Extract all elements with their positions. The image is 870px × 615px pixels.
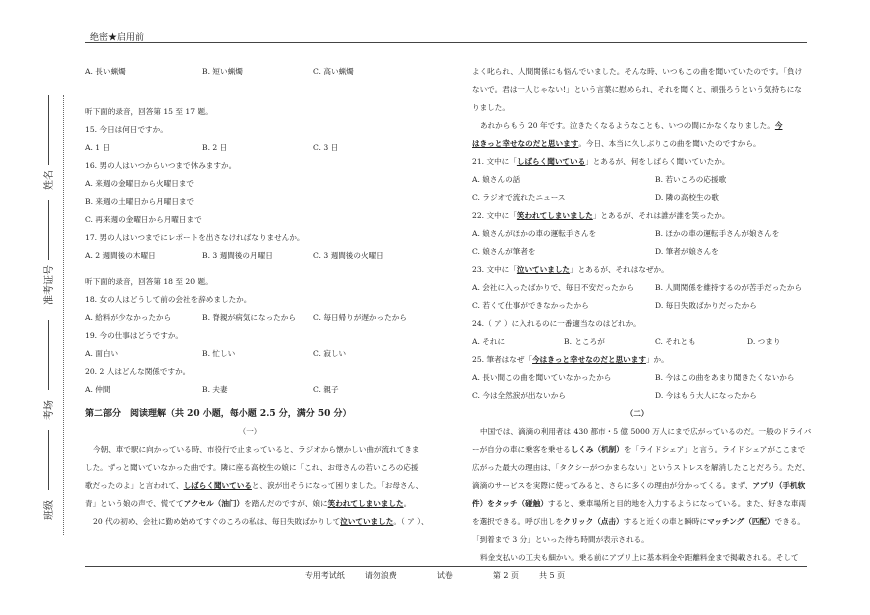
option: B. 2 日	[202, 143, 228, 152]
underlined-phrase: 笑われてしまいました	[327, 499, 404, 508]
option: B. 脊親が病気になったから	[202, 313, 296, 322]
bold-term: しくみ（机制）	[570, 445, 624, 454]
q18-options	[85, 309, 445, 327]
question-22: 22. 文中に「笑われてしまいました」とあるが、それは誰が誰を笑ったか。	[472, 211, 730, 220]
side-room-label: 考场	[44, 400, 55, 420]
option: B. 3 週間後の月曜日	[202, 251, 273, 260]
side-name-label: 姓名	[44, 170, 55, 190]
question-16: 16. 男の人はいつからいつまで休みますか。	[85, 161, 237, 170]
option: D. 毎日失敗ばかりだったから	[655, 301, 757, 310]
class-line	[48, 430, 49, 490]
passage-line: 料金支払いの工夫も細かい。乗る前にアプリ上に基本料金や距離料金まで掲載される。そして	[480, 553, 799, 562]
option: B. 短い蝋燭	[202, 67, 243, 76]
option: B. 今はこの曲をあまり聞きたくないから	[655, 373, 795, 382]
option: C. 若くて仕事ができなかったから	[472, 301, 589, 310]
side-class-label: 班级	[44, 500, 55, 520]
passage-line: 件）をタッチ（碰触）すると、乗車場所と目的地を入力するようになっている。また、好きな車両	[472, 499, 807, 508]
option: B. 忙しい	[202, 349, 236, 358]
bold-term: をタッチ（碰触）	[487, 499, 548, 508]
underlined-phrase: 泣いていました	[340, 517, 394, 526]
page-total: 共 5 页	[539, 571, 566, 580]
passage-line: ーが自分の車に乗客を乗せるしくみ（机制）を「ライドシェア」と言う。ライドシェアがここまで	[472, 445, 806, 454]
option: C. 3 日	[313, 143, 339, 152]
q15-options	[85, 139, 445, 157]
q22-options-2	[472, 243, 812, 261]
q21-options-2	[472, 189, 812, 207]
passage-line: よく叱られ、人間関係にも悩んでいました。そんな時、いつもこの曲を聞いていたのです。「負け	[472, 67, 803, 76]
part-two-heading: 第二部分 阅读理解（共 20 小题，每小题 2.5 分，满分 50 分）	[85, 409, 352, 419]
option: C. 3 週間後の火曜日	[313, 251, 384, 260]
option: C. 毎日帰りが遅かったから	[313, 313, 407, 322]
passage-line: を選択できる。呼び出しをクリック（点击）すると近くの車と瞬時にマッチング（匹配）できる。	[472, 517, 805, 526]
underlined-phrase: 今	[774, 121, 783, 130]
passage-line: 中国では、滴滴の利用者は 430 都市・5 億 5000 万人にまで広がっているのだ。一般のドライバ	[480, 427, 812, 436]
q22-options-1	[472, 225, 812, 243]
underlined-phrase: はきっと幸せなのだと思います	[472, 139, 579, 148]
page-footer	[0, 570, 870, 581]
q23-options-2	[472, 297, 812, 315]
question-17: 17. 男の人はいつまでにレポートを出さなければなりませんか。	[85, 233, 305, 242]
page-number: 第 2 页	[492, 571, 519, 580]
question-19: 19. 今の仕事はどうですか。	[85, 331, 184, 340]
option: C. 高い蝋燭	[313, 67, 354, 76]
subsection-2: （二）	[625, 409, 649, 418]
passage-line: 今朝、車で駅に向かっている時、市役行で止まっていると、ラジオから懐かしい曲が流れてきま	[93, 445, 420, 454]
q14-options	[85, 63, 445, 81]
passage-line: りました。	[472, 103, 510, 112]
question-23: 23. 文中に「泣いていました」とあるが、それはなぜか。	[472, 265, 669, 274]
question-25: 25. 筆者はなぜ「今はきっと幸せなのだと思います」か。	[472, 355, 669, 364]
bold-term: クリック（点击）	[563, 517, 624, 526]
option: C. ラジオで流れたニュース	[472, 193, 566, 202]
option: C. 今は全然涙が出ないから	[472, 391, 566, 400]
passage-line: あれからもう 20 年です。泣きたくなるようなことも、いつの間にかなくなりました。今	[480, 121, 783, 130]
option: C. 娘さんが筆者を	[472, 247, 536, 256]
q25-options-1	[472, 369, 812, 387]
right-column	[472, 63, 812, 567]
option: A. 給料が少なかったから	[85, 313, 172, 322]
option: C. 再来週の金曜日から月曜日まで	[85, 215, 202, 224]
underlined-phrase: しばらく聞いている	[183, 481, 252, 490]
question-24: 24.（ ア ）に入れるのに一番適当なのはどれか。	[472, 319, 641, 328]
option: A. 2 週間後の木曜日	[85, 251, 156, 260]
question-15: 15. 今日は何日ですか。	[85, 125, 168, 134]
q19-options	[85, 345, 445, 363]
secret-label: 绝密★启用前	[90, 33, 145, 43]
footer-text: 请勿浪费	[364, 571, 397, 580]
option: A. 長い蝋燭	[85, 67, 126, 76]
room-line	[48, 320, 49, 390]
passage-line: はきっと幸せなのだと思います。今日、本当に久しぶりこの曲を聞いたのですから。	[472, 139, 761, 148]
instruction: 听下面的录音，回答第 18 至 20 题。	[85, 277, 213, 286]
option: C. 親子	[313, 385, 339, 394]
q17-options	[85, 247, 445, 265]
option: A. 会社に入ったばかりで、毎日不安だったから	[472, 283, 635, 292]
option: B. 夫妻	[202, 385, 228, 394]
option: D. つまり	[747, 337, 781, 346]
passage-line: 広がった最大の理由は、「タクシーがつかまらない」というストレスを解消したことだろう。ただ、	[472, 463, 810, 472]
passage-line: した。ずっと聞いていなかった曲です。隣に座る高校生の娘に「これ、お母さんの若いころの応援	[85, 463, 419, 472]
q23-options-1	[472, 279, 812, 297]
option: B. ほかの車の運転手さんが娘さんを	[655, 229, 780, 238]
option: B. 来週の土曜日から月曜日まで	[85, 197, 195, 206]
option: A. 娘さんの話	[472, 175, 521, 184]
option: D. 隣の高校生の歌	[655, 193, 719, 202]
binding-line	[63, 95, 64, 535]
option: A. それに	[472, 337, 506, 346]
q25-options-2	[472, 387, 812, 405]
q21-options-1	[472, 171, 812, 189]
option: C. 寂しい	[313, 349, 347, 358]
option: B. ところが	[564, 337, 605, 346]
option: A. 娘さんがほかの車の運転手さんを	[472, 229, 597, 238]
bold-term: アプリ（手机软	[752, 481, 806, 490]
left-column	[85, 63, 445, 531]
footer-text: 试卷	[436, 571, 453, 580]
name-line	[48, 95, 49, 165]
passage-line: 「到着まで 3 分」といった待ち時間が表示される。	[472, 535, 649, 544]
header-rule	[85, 42, 807, 43]
passage-line: 20 代の初め、会社に勤め始めてすぐのころの私は、毎日失敗ばかりして泣いていました。（ ア ）、	[93, 517, 429, 526]
option: D. 筆者が娘さんを	[655, 247, 719, 256]
option: D. 今はもう大人になったから	[655, 391, 757, 400]
option: A. 1 日	[85, 143, 111, 152]
bold-term: アクセル（油门）	[183, 499, 245, 508]
exam-no-line	[48, 200, 49, 260]
passage-line: ないで。君は一人じゃない!」という言葉に慰められ、それを聞くと、頑張ろうという気持ちにな	[472, 85, 802, 94]
option: C. それとも	[655, 337, 696, 346]
q24-options	[472, 333, 812, 351]
option: A. 面白い	[85, 349, 119, 358]
side-exam-no-label: 准考证号	[44, 265, 55, 305]
q20-options	[85, 381, 445, 399]
footer-text: 专用考试纸	[304, 571, 345, 580]
instruction: 听下面的录音，回答第 15 至 17 题。	[85, 107, 213, 116]
question-20: 20. 2 人はどんな関係ですか。	[85, 367, 191, 376]
bold-term: マッチング（匹配）	[707, 517, 775, 526]
passage-line: 青」という娘の声で、慌ててアクセル（油门）を踏んだのですが、娘に笑われてしまいました。	[85, 499, 412, 508]
option: A. 長い間この曲を聞いていなかったから	[472, 373, 612, 382]
option: A. 来週の金曜日から火曜日まで	[85, 179, 195, 188]
passage-line: 滴滴のサービスを実際に使ってみると、さらに多くの理由が分かってくる。まず、アプリ（手机软	[472, 481, 806, 490]
option: B. 若いころの応援歌	[655, 175, 727, 184]
passage-line: 歌だったのよ」と言われて、しばらく聞いていると、涙が出そうになって困りました。「お母さん、	[85, 481, 424, 490]
option: B. 人間関係を維持するのが苦手だったから	[655, 283, 803, 292]
question-18: 18. 女の人はどうして前の会社を辞めましたか。	[85, 295, 252, 304]
question-21: 21. 文中に「しばらく聞いている」とあるが、何をしばらく聞いていたか。	[472, 157, 730, 166]
option: A. 仲間	[85, 385, 111, 394]
subsection-1: （一）	[238, 427, 262, 436]
